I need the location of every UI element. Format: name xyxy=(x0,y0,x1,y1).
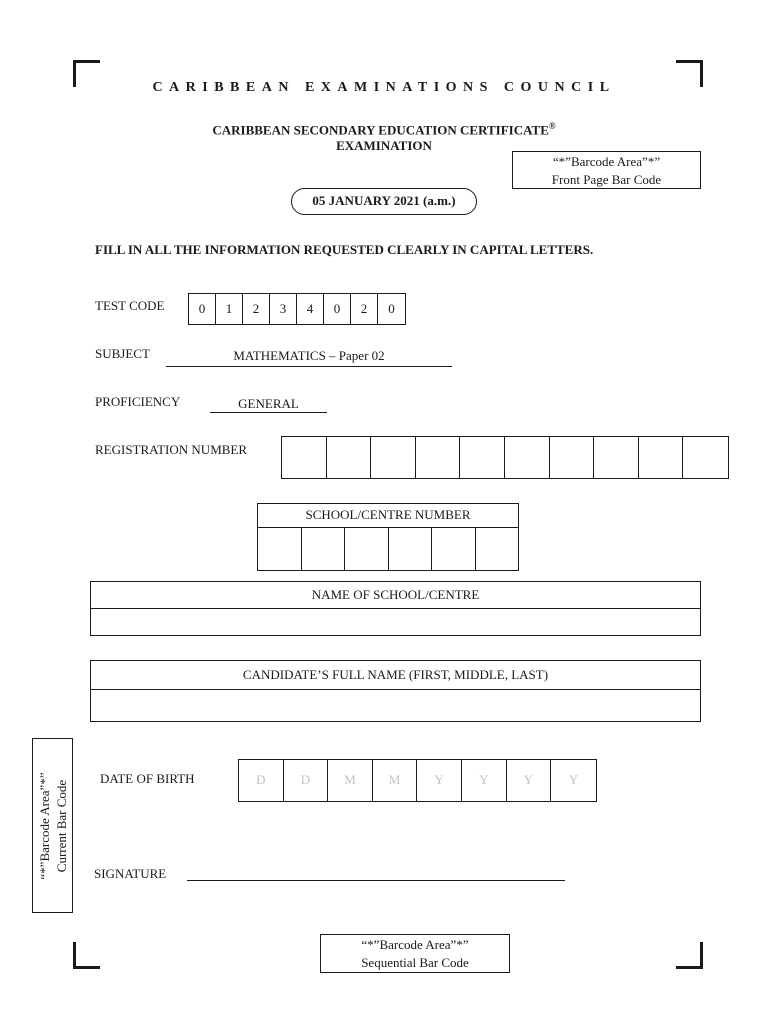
barcode-type-label: Current Bar Code xyxy=(53,779,69,872)
school-centre-name-section xyxy=(90,581,701,636)
school-centre-number-boxes xyxy=(258,528,518,570)
school-number-digit-box[interactable] xyxy=(258,528,302,570)
date-of-birth-digit-box[interactable]: M xyxy=(373,760,418,801)
school-number-digit-box[interactable] xyxy=(432,528,476,570)
school-centre-name-field[interactable] xyxy=(91,609,700,635)
date-of-birth-digit-box[interactable]: M xyxy=(328,760,373,801)
test-code-digit-box: 0 xyxy=(388,301,395,316)
school-centre-number-label: SCHOOL/CENTRE NUMBER xyxy=(258,504,518,528)
registration-digit-box[interactable] xyxy=(371,437,416,478)
instruction-text: FILL IN ALL THE INFORMATION REQUESTED CLEARLY IN CAPITAL LETTERS. xyxy=(95,242,594,257)
barcode-area-label: “*”Barcode Area”*” xyxy=(552,154,661,169)
date-of-birth-digit-box[interactable]: D xyxy=(284,760,329,801)
school-number-digit-box[interactable] xyxy=(476,528,519,570)
barcode-type-label: Front Page Bar Code xyxy=(551,172,662,187)
test-code-digit-box: 4 xyxy=(297,294,324,324)
date-of-birth-boxes xyxy=(238,759,597,802)
registration-digit-box[interactable] xyxy=(460,437,505,478)
test-code-digit-box: 2 xyxy=(243,294,270,324)
corner-mark-bottom-left xyxy=(73,942,100,969)
registration-digit-box[interactable] xyxy=(282,437,327,478)
candidate-name-label: CANDIDATE’S FULL NAME (FIRST, MIDDLE, LAST) xyxy=(91,661,700,690)
subject-label: SUBJECT xyxy=(95,346,150,361)
barcode-area-label: “*”Barcode Area”*” xyxy=(36,771,52,880)
test-code-digit-box: 2 xyxy=(351,294,378,324)
registration-digit-box[interactable] xyxy=(505,437,550,478)
test-code-digit-box: 1 xyxy=(216,294,243,324)
registration-digit-box[interactable] xyxy=(416,437,461,478)
signature-line[interactable] xyxy=(187,880,565,881)
date-of-birth-digit-box[interactable]: Y xyxy=(462,760,507,801)
barcode-type-label: Sequential Bar Code xyxy=(361,955,469,970)
test-code-digit-box: 3 xyxy=(270,294,297,324)
registration-digit-box[interactable] xyxy=(327,437,372,478)
date-of-birth-digit-box[interactable]: Y xyxy=(417,760,462,801)
date-of-birth-digit-box[interactable]: Y xyxy=(568,772,579,787)
certificate-heading xyxy=(0,118,768,154)
registration-digit-box[interactable] xyxy=(639,437,684,478)
corner-mark-bottom-right xyxy=(676,942,703,969)
school-centre-number-section xyxy=(257,503,519,571)
candidate-name-field[interactable] xyxy=(91,690,700,721)
current-barcode-area xyxy=(32,738,73,913)
examination-title: EXAMINATION xyxy=(336,138,432,154)
test-code-digit-box: 0 xyxy=(189,294,216,324)
barcode-area-label: “*”Barcode Area”*” xyxy=(361,937,469,952)
school-centre-name-label: NAME OF SCHOOL/CENTRE xyxy=(91,582,700,609)
proficiency-label: PROFICIENCY xyxy=(95,394,181,409)
date-of-birth-digit-box[interactable]: D xyxy=(239,760,284,801)
date-of-birth-digit-box[interactable]: Y xyxy=(507,760,552,801)
registration-digit-box[interactable] xyxy=(683,437,728,478)
registered-mark: ® xyxy=(548,121,556,131)
proficiency-field[interactable]: GENERAL xyxy=(210,396,327,413)
candidate-name-section xyxy=(90,660,701,722)
council-title: CARIBBEAN EXAMINATIONS COUNCIL xyxy=(152,80,616,95)
test-code-digit-box: 0 xyxy=(324,294,351,324)
test-code-label: TEST CODE xyxy=(95,298,165,313)
front-page-barcode-area xyxy=(512,151,701,189)
school-number-digit-box[interactable] xyxy=(302,528,346,570)
subject-field[interactable]: MATHEMATICS – Paper 02 xyxy=(166,348,452,367)
school-number-digit-box[interactable] xyxy=(345,528,389,570)
exam-date: 05 JANUARY 2021 (a.m.) xyxy=(291,188,477,215)
test-code-boxes xyxy=(188,293,406,325)
date-of-birth-label: DATE OF BIRTH xyxy=(100,771,195,786)
certificate-title: CARIBBEAN SECONDARY EDUCATION CERTIFICATE xyxy=(212,122,549,138)
sequential-barcode-area xyxy=(320,934,510,973)
registration-digit-box[interactable] xyxy=(550,437,595,478)
registration-number-label: REGISTRATION NUMBER xyxy=(95,442,248,457)
school-number-digit-box[interactable] xyxy=(389,528,433,570)
registration-number-boxes xyxy=(281,436,729,479)
registration-digit-box[interactable] xyxy=(594,437,639,478)
signature-label: SIGNATURE xyxy=(94,866,167,881)
